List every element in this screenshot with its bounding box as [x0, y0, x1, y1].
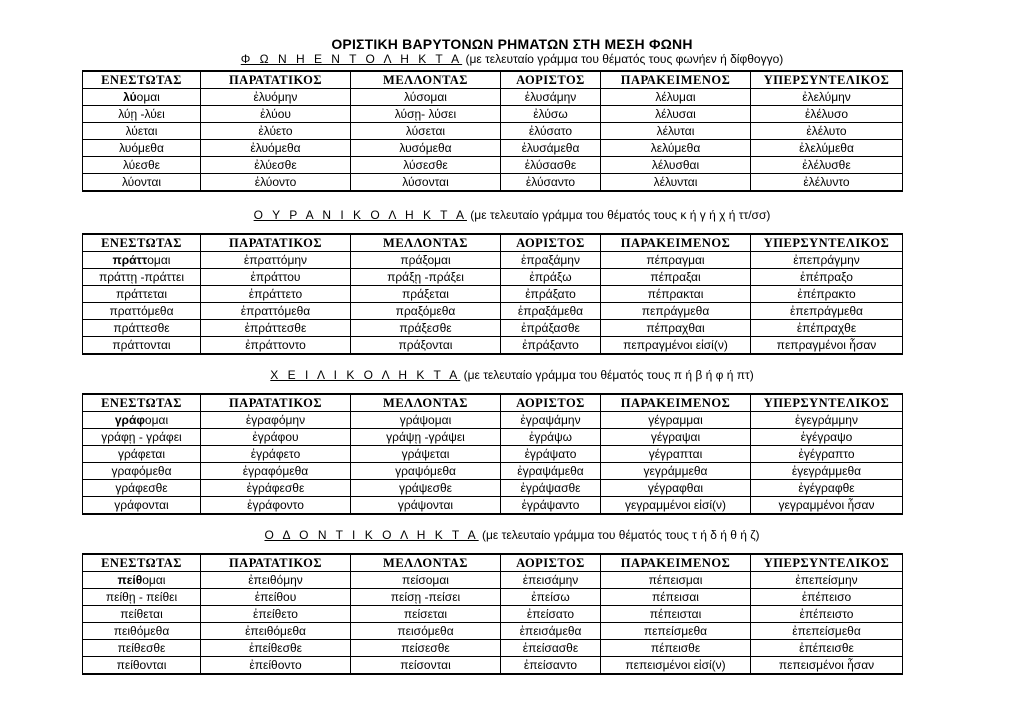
table-cell	[83, 572, 201, 589]
table-cell: ἐπείσαντο	[501, 657, 601, 675]
section-heading	[0, 208, 1024, 222]
table-cell: ἐγραφόμεθα	[201, 463, 351, 480]
table-row	[83, 572, 903, 589]
table-cell: ἐγράφοντο	[201, 497, 351, 515]
table-cell: λέλυσθαι	[601, 157, 751, 174]
table-cell: πέπεισμαι	[601, 572, 751, 589]
table-cell: λέλυται	[601, 123, 751, 140]
table-cell: ἐπείσασθε	[501, 640, 601, 657]
table-cell: ἐπεπράγμην	[751, 252, 903, 269]
table-cell: πράττεσθε	[83, 320, 201, 337]
table-cell: ἐπέπεισο	[751, 589, 903, 606]
table-cell: ἐλύεσθε	[201, 157, 351, 174]
table-cell: ἐγράφετο	[201, 446, 351, 463]
verb-ending: ομαι	[147, 252, 171, 267]
table-cell: ἐπεπείσμεθα	[751, 623, 903, 640]
table-cell: ἐλελύμεθα	[751, 140, 903, 157]
table-cell: πείσονται	[351, 657, 501, 675]
conjugation-table	[82, 393, 903, 515]
section-heading	[0, 52, 1024, 66]
table-cell: ἐγράφεσθε	[201, 480, 351, 497]
table-header-row	[83, 554, 903, 572]
table-cell: ἐλύοντο	[201, 174, 351, 192]
table-cell: γράψῃ -γράψει	[351, 429, 501, 446]
table-row	[83, 429, 903, 446]
table-cell: πείθεται	[83, 606, 201, 623]
table-cell: λύσομαι	[351, 89, 501, 106]
table-cell: ἐλυόμεθα	[201, 140, 351, 157]
table-cell: γεγραμμένοι ἦσαν	[751, 497, 903, 515]
table-cell: λύεσθε	[83, 157, 201, 174]
table-cell: γράφονται	[83, 497, 201, 515]
conjugation-table	[82, 233, 903, 355]
table-cell	[83, 252, 201, 269]
column-header: ΠΑΡΑΚΕΙΜΕΝΟΣ	[601, 234, 751, 252]
table-row	[83, 589, 903, 606]
column-header: ΑΟΡΙΣΤΟΣ	[501, 234, 601, 252]
table-cell: λελύμεθα	[601, 140, 751, 157]
table-cell: ἐπραξάμεθα	[501, 303, 601, 320]
table-cell: ἐλελύμην	[751, 89, 903, 106]
table-cell: ἐλέλυσο	[751, 106, 903, 123]
table-cell: ἐγραφόμην	[201, 412, 351, 429]
table-cell: γέγραφθαι	[601, 480, 751, 497]
table-row	[83, 337, 903, 355]
table-cell: πεπράγμεθα	[601, 303, 751, 320]
table-row	[83, 623, 903, 640]
table-cell: λύσονται	[351, 174, 501, 192]
table-row	[83, 157, 903, 174]
table-cell: πείθεσθε	[83, 640, 201, 657]
table-cell: λέλυμαι	[601, 89, 751, 106]
column-header: ΑΟΡΙΣΤΟΣ	[501, 394, 601, 412]
table-row	[83, 640, 903, 657]
table-cell: ἐγράψω	[501, 429, 601, 446]
table-cell: πράξεσθε	[351, 320, 501, 337]
section-note: (με τελευταίο γράμμα του θέματός τους κ ή γ ή χ ή ττ/σσ)	[466, 208, 771, 222]
table-cell: ἐγράψαντο	[501, 497, 601, 515]
table-cell: πράττῃ -πράττει	[83, 269, 201, 286]
section-category: Χ Ε Ι Λ Ι Κ Ο Λ Η Κ Τ Α	[270, 368, 461, 382]
table-row	[83, 303, 903, 320]
table-cell: γράψεσθε	[351, 480, 501, 497]
table-row	[83, 123, 903, 140]
column-header: ΕΝΕΣΤΩΤΑΣ	[83, 554, 201, 572]
table-cell: ἐπείθετο	[201, 606, 351, 623]
table-cell: ἐπειθόμεθα	[201, 623, 351, 640]
table-cell: ἐγέγραπτο	[751, 446, 903, 463]
column-header: ΠΑΡΑΤΑΤΙΚΟΣ	[201, 554, 351, 572]
table-cell: ἐπράξατο	[501, 286, 601, 303]
table-row	[83, 320, 903, 337]
table-cell: πείθῃ - πείθει	[83, 589, 201, 606]
table-cell: πράξεται	[351, 286, 501, 303]
table-cell: ἐλύσασθε	[501, 157, 601, 174]
table-cell: ἐλυόμην	[201, 89, 351, 106]
table-cell: γεγραμμένοι εἰσί(ν)	[601, 497, 751, 515]
table-cell: πέπεισαι	[601, 589, 751, 606]
table-row	[83, 606, 903, 623]
table-cell: πεπραγμένοι ἦσαν	[751, 337, 903, 355]
table-cell: ἐπεπείσμην	[751, 572, 903, 589]
table-cell: πράττεται	[83, 286, 201, 303]
table-cell: γέγραμμαι	[601, 412, 751, 429]
column-header: ΠΑΡΑΚΕΙΜΕΝΟΣ	[601, 394, 751, 412]
table-row	[83, 412, 903, 429]
table-cell: γεγράμμεθα	[601, 463, 751, 480]
column-header: ΜΕΛΛΟΝΤΑΣ	[351, 554, 501, 572]
table-cell: ἐπεπράγμεθα	[751, 303, 903, 320]
table-row	[83, 446, 903, 463]
table-cell: πράξομαι	[351, 252, 501, 269]
page-title: ΟΡΙΣΤΙΚΗ ΒΑΡΥΤΟΝΩΝ ΡΗΜΑΤΩΝ ΣΤΗ ΜΕΣΗ ΦΩΝΗ	[331, 36, 693, 52]
table-cell: ἐπεισάμην	[501, 572, 601, 589]
table-cell: πραττόμεθα	[83, 303, 201, 320]
table-cell: γέγραψαι	[601, 429, 751, 446]
table-cell: ἐγέγραψο	[751, 429, 903, 446]
table-cell: λέλυσαι	[601, 106, 751, 123]
table-cell: πέπραξαι	[601, 269, 751, 286]
section-note: (με τελευταίο γράμμα του θέματός τους τ ή δ ή θ ή ζ)	[478, 528, 760, 542]
verb-ending: ομαι	[144, 412, 169, 427]
table-cell: ἐλέλυτο	[751, 123, 903, 140]
table-cell: ἐπράττεσθε	[201, 320, 351, 337]
table-cell: πείσῃ -πείσει	[351, 589, 501, 606]
table-cell: πειθόμεθα	[83, 623, 201, 640]
table-cell: ἐπέπρακτο	[751, 286, 903, 303]
table-cell: ἐλυσάμην	[501, 89, 601, 106]
column-header: ΥΠΕΡΣΥΝΤΕΛΙΚΟΣ	[751, 554, 903, 572]
column-header: ΠΑΡΑΚΕΙΜΕΝΟΣ	[601, 554, 751, 572]
table-cell: πεισόμεθα	[351, 623, 501, 640]
table-cell: ἐπέπειστο	[751, 606, 903, 623]
table-cell: πέπεισθε	[601, 640, 751, 657]
table-cell: γράψεται	[351, 446, 501, 463]
table-cell: ἐγραψάμην	[501, 412, 601, 429]
table-cell	[83, 89, 201, 106]
verb-stem: λύ	[123, 89, 137, 104]
table-row	[83, 106, 903, 123]
table-cell: λύῃ -λύει	[83, 106, 201, 123]
column-header: ΠΑΡΑΤΑΤΙΚΟΣ	[201, 394, 351, 412]
verb-ending: ομαι	[142, 572, 166, 587]
column-header: ΕΝΕΣΤΩΤΑΣ	[83, 394, 201, 412]
table-cell: λυσόμεθα	[351, 140, 501, 157]
section-note: (με τελευταίο γράμμα του θέματός τους π ή β ή φ ή πτ)	[460, 368, 754, 382]
table-cell: γράφεται	[83, 446, 201, 463]
column-header: ΑΟΡΙΣΤΟΣ	[501, 554, 601, 572]
table-cell: ἐπεισάμεθα	[501, 623, 601, 640]
table-cell: ἐπράττου	[201, 269, 351, 286]
column-header: ΜΕΛΛΟΝΤΑΣ	[351, 71, 501, 89]
table-cell: πεπείσμεθα	[601, 623, 751, 640]
column-header: ΥΠΕΡΣΥΝΤΕΛΙΚΟΣ	[751, 234, 903, 252]
table-cell: ἐπραξάμην	[501, 252, 601, 269]
table-cell: γραψόμεθα	[351, 463, 501, 480]
table-cell: ἐγεγράμμην	[751, 412, 903, 429]
table-cell: γράψονται	[351, 497, 501, 515]
table-cell: λύσεσθε	[351, 157, 501, 174]
table-cell: πέπεισται	[601, 606, 751, 623]
table-row	[83, 269, 903, 286]
table-cell: ἐγράψατο	[501, 446, 601, 463]
table-cell: ἐπράξασθε	[501, 320, 601, 337]
table-cell: πραξόμεθα	[351, 303, 501, 320]
conjugation-table	[82, 553, 903, 675]
table-cell: ἐπράξαντο	[501, 337, 601, 355]
table-cell: ἐγράφου	[201, 429, 351, 446]
table-cell: πράξονται	[351, 337, 501, 355]
table-cell: ἐπράξω	[501, 269, 601, 286]
table-cell: ἐπείθου	[201, 589, 351, 606]
section-heading	[0, 528, 1024, 542]
table-cell: πράττονται	[83, 337, 201, 355]
section-heading	[0, 368, 1024, 382]
table-cell: πείσεται	[351, 606, 501, 623]
column-header: ΕΝΕΣΤΩΤΑΣ	[83, 71, 201, 89]
table-cell: πέπραγμαι	[601, 252, 751, 269]
table-cell: ἐπέπραξο	[751, 269, 903, 286]
section-category: Ο Υ Ρ Α Ν Ι Κ Ο Λ Η Κ Τ Α	[253, 208, 467, 222]
table-cell: πέπραχθαι	[601, 320, 751, 337]
table-cell: πεπεισμένοι εἰσί(ν)	[601, 657, 751, 675]
table-cell: λύσεται	[351, 123, 501, 140]
table-cell: λύσῃ- λύσει	[351, 106, 501, 123]
table-cell: ἐγράψασθε	[501, 480, 601, 497]
table-cell: λύεται	[83, 123, 201, 140]
column-header: ΥΠΕΡΣΥΝΤΕΛΙΚΟΣ	[751, 394, 903, 412]
table-cell: ἐπράττετο	[201, 286, 351, 303]
section-note: (με τελευταίο γράμμα του θέματός τους φωνήεν ή δίφθογγο)	[462, 52, 784, 66]
table-row	[83, 174, 903, 192]
table-cell: ἐλύσαντο	[501, 174, 601, 192]
table-cell: γραφόμεθα	[83, 463, 201, 480]
table-cell: ἐπείθοντο	[201, 657, 351, 675]
table-cell: ἐπέπραχθε	[751, 320, 903, 337]
table-cell: ἐλέλυντο	[751, 174, 903, 192]
table-cell: γέγραπται	[601, 446, 751, 463]
table-cell: ἐλύετο	[201, 123, 351, 140]
table-cell: πείθονται	[83, 657, 201, 675]
table-cell: ἐλύσατο	[501, 123, 601, 140]
table-cell: ἐπείσω	[501, 589, 601, 606]
table-row	[83, 480, 903, 497]
table-row	[83, 463, 903, 480]
column-header: ΜΕΛΛΟΝΤΑΣ	[351, 234, 501, 252]
table-cell: ἐγέγραφθε	[751, 480, 903, 497]
table-cell: γράφεσθε	[83, 480, 201, 497]
verb-stem: γράφ	[114, 412, 145, 427]
column-header: ΠΑΡΑΤΑΤΙΚΟΣ	[201, 71, 351, 89]
table-cell: ἐλέλυσθε	[751, 157, 903, 174]
table-cell: ἐπραττόμην	[201, 252, 351, 269]
table-cell: ἐπείσατο	[501, 606, 601, 623]
verb-ending: ομαι	[136, 89, 160, 104]
table-row	[83, 140, 903, 157]
table-header-row	[83, 234, 903, 252]
table-cell: ἐπραττόμεθα	[201, 303, 351, 320]
table-cell: πεπραγμένοι εἰσί(ν)	[601, 337, 751, 355]
table-row	[83, 657, 903, 675]
table-cell: ἐλύσω	[501, 106, 601, 123]
table-cell: ἐλύου	[201, 106, 351, 123]
conjugation-table	[82, 70, 903, 192]
table-cell: ἐπειθόμην	[201, 572, 351, 589]
table-row	[83, 89, 903, 106]
table-cell: ἐπράττοντο	[201, 337, 351, 355]
table-cell: πεπεισμένοι ἦσαν	[751, 657, 903, 675]
verb-stem: πράττ	[112, 252, 148, 267]
table-row	[83, 286, 903, 303]
table-cell: πράξῃ -πράξει	[351, 269, 501, 286]
table-cell: γράφῃ - γράφει	[83, 429, 201, 446]
column-header: ΥΠΕΡΣΥΝΤΕΛΙΚΟΣ	[751, 71, 903, 89]
table-cell: ἐπείθεσθε	[201, 640, 351, 657]
table-cell: ἐλυσάμεθα	[501, 140, 601, 157]
table-cell: ἐγεγράμμεθα	[751, 463, 903, 480]
table-row	[83, 252, 903, 269]
table-cell: ἐγραψάμεθα	[501, 463, 601, 480]
table-row	[83, 497, 903, 515]
column-header: ΑΟΡΙΣΤΟΣ	[501, 71, 601, 89]
section-category: Φ Ω Ν Η Ε Ν Τ Ο Λ Η Κ Τ Α	[240, 52, 463, 66]
table-cell: λύονται	[83, 174, 201, 192]
table-cell: πέπρακται	[601, 286, 751, 303]
verb-stem: πείθ	[117, 572, 143, 587]
column-header: ΠΑΡΑΚΕΙΜΕΝΟΣ	[601, 71, 751, 89]
table-header-row	[83, 71, 903, 89]
column-header: ΠΑΡΑΤΑΤΙΚΟΣ	[201, 234, 351, 252]
table-cell: πείσομαι	[351, 572, 501, 589]
table-header-row	[83, 394, 903, 412]
table-cell: γράψομαι	[351, 412, 501, 429]
column-header: ΜΕΛΛΟΝΤΑΣ	[351, 394, 501, 412]
column-header: ΕΝΕΣΤΩΤΑΣ	[83, 234, 201, 252]
table-cell: λυόμεθα	[83, 140, 201, 157]
table-cell: λέλυνται	[601, 174, 751, 192]
table-cell: ἐπέπεισθε	[751, 640, 903, 657]
table-cell: πείσεσθε	[351, 640, 501, 657]
table-cell	[83, 412, 201, 429]
section-category: Ο Δ Ο Ν Τ Ι Κ Ο Λ Η Κ Τ Α	[264, 528, 479, 542]
